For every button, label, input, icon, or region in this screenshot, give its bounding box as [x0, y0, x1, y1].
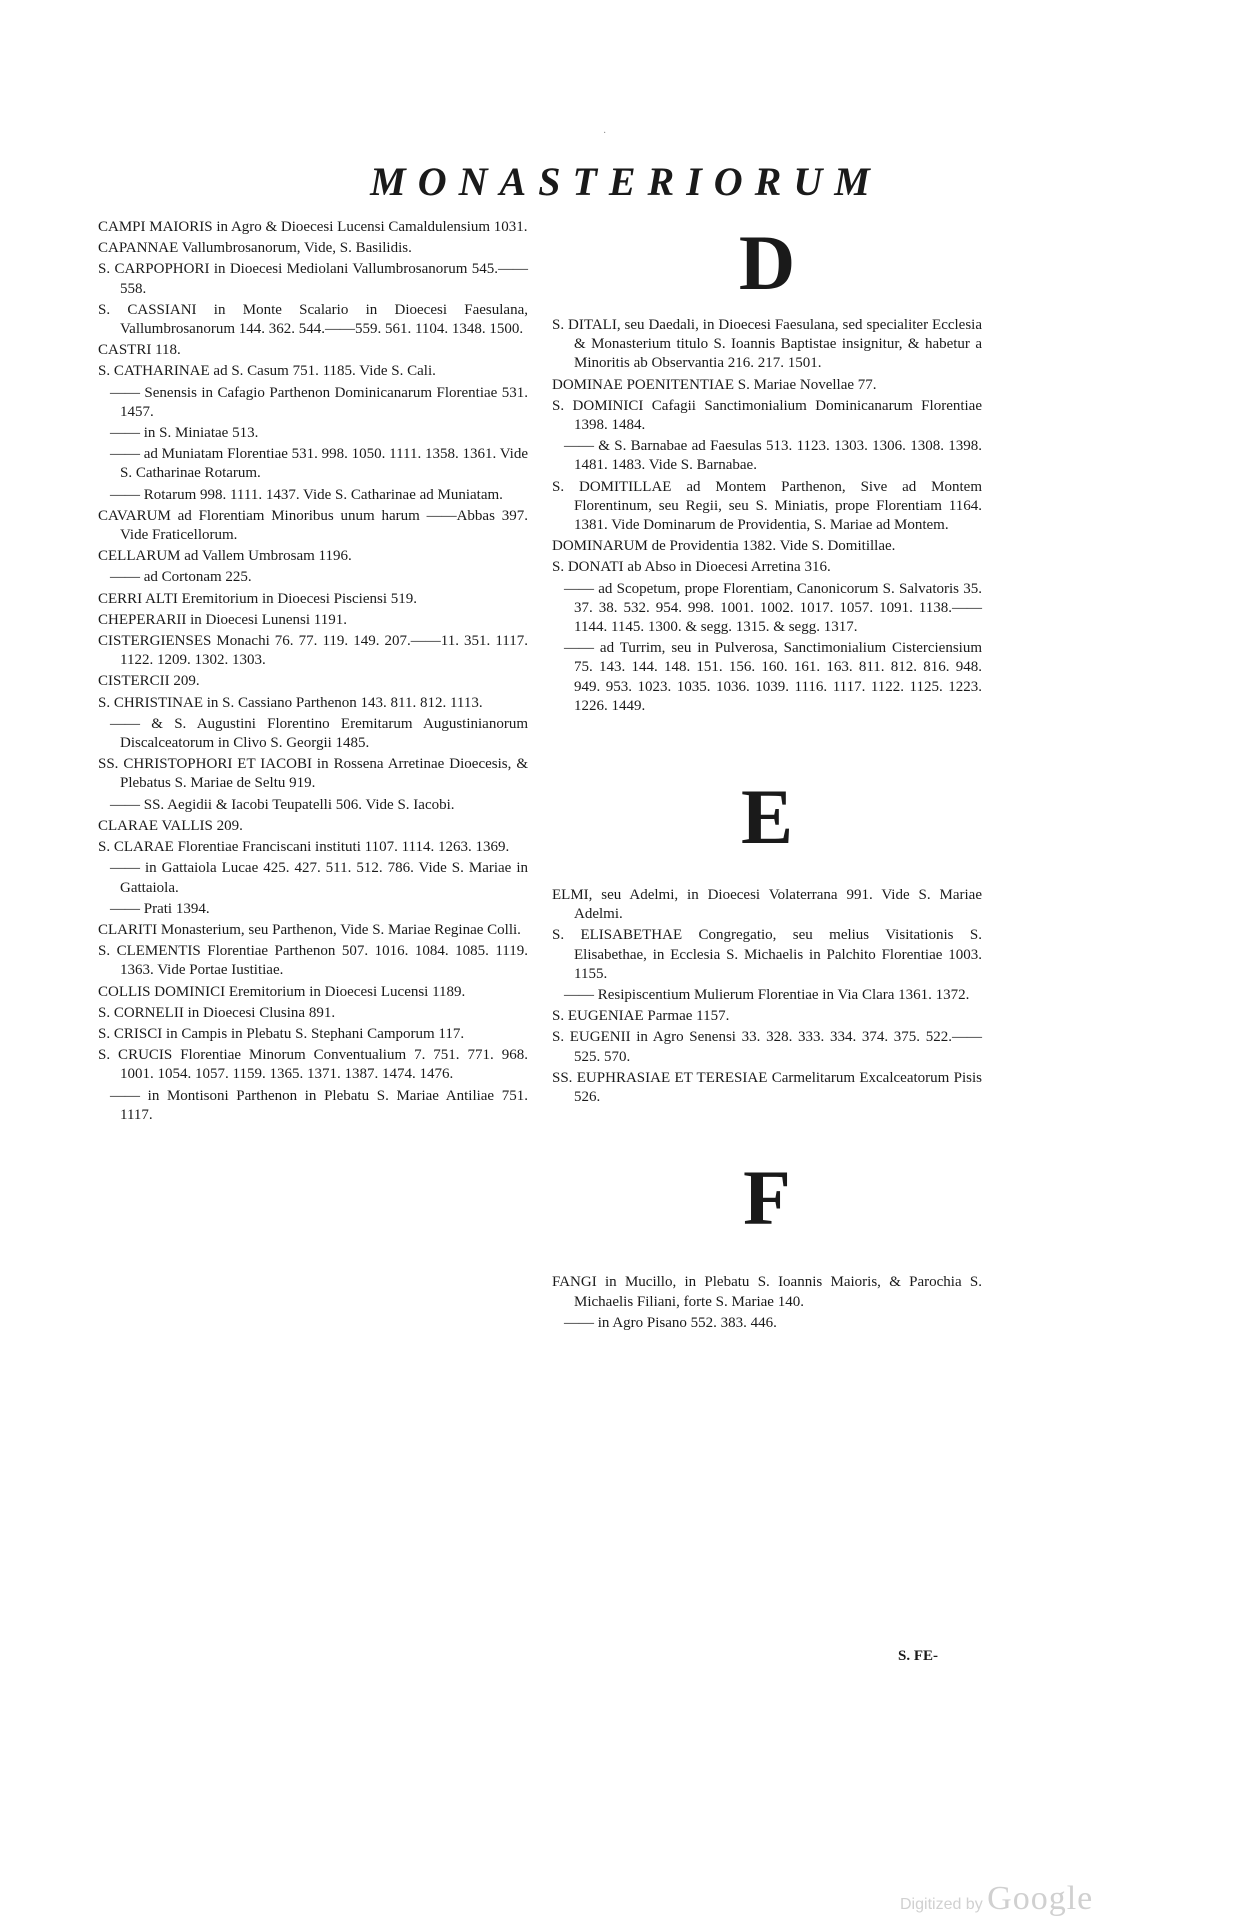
index-entry: —— Senensis in Cafagio Parthenon Dominicanarum Florentiae 531. 1457. [110, 384, 528, 420]
e-entries [552, 886, 982, 1107]
index-entry: SS. CHRISTOPHORI ET IACOBI in Rossena Arretinae Dioecesis, & Plebatus S. Mariae de Seltu 919. [98, 756, 528, 792]
index-entry: S. CARPOPHORI in Dioecesi Mediolani Vallumbrosanorum 545.——558. [98, 261, 528, 297]
index-entry: CLARAE VALLIS 209. [98, 817, 243, 834]
index-entry: S. CLEMENTIS Florentiae Parthenon 507. 1016. 1084. 1085. 1119. 1363. Vide Portae Iustitiae. [98, 943, 528, 979]
index-entry: S. EUGENII in Agro Senensi 33. 328. 333. 334. 374. 375. 522.——525. 570. [552, 1029, 982, 1065]
index-entry: S. CLARAE Florentiae Franciscani instituti 1107. 1114. 1263. 1369. [98, 839, 510, 856]
index-entry: —— Rotarum 998. 1111. 1437. Vide S. Catharinae ad Muniatam. [110, 486, 503, 503]
index-entry: —— in S. Miniatae 513. [110, 425, 259, 442]
section-letter-e: E [740, 773, 794, 861]
index-entry: S. CHRISTINAE in S. Cassiano Parthenon 143. 811. 812. 1113. [98, 694, 483, 711]
index-entry: —— in Agro Pisano 552. 383. 446. [564, 1314, 777, 1331]
right-column [552, 218, 982, 1335]
index-entry: ELMI, seu Adelmi, in Dioecesi Volaterrana 991. Vide S. Mariae Adelmi. [552, 887, 982, 923]
index-entry: CAPANNAE Vallumbrosanorum, Vide, S. Basilidis. [98, 240, 412, 257]
watermark-prefix: Digitized by [900, 1896, 983, 1913]
index-entry: S. DONATI ab Abso in Dioecesi Arretina 316. [552, 559, 831, 576]
index-entry: S. CASSIANI in Monte Scalario in Dioecesi Faesulana, Vallumbrosanorum 144. 362. 544.——559. 561. 1104. 1348. 1500. [98, 301, 528, 338]
digitization-watermark [900, 1880, 1093, 1918]
index-entry: CHEPERARII in Dioecesi Lunensi 1191. [98, 611, 348, 628]
index-entry: CISTERGIENSES Monachi 76. 77. 119. 149. 207.——11. 351. 1117. 1122. 1209. 1302. 1303. [98, 633, 528, 669]
page-title: MONASTERIORUM [370, 159, 882, 204]
index-entry: CAMPI MAIORIS in Agro & Dioecesi Lucensi Camaldulensium 1031. [98, 219, 528, 235]
index-entry: S. CORNELII in Dioecesi Clusina 891. [98, 1004, 336, 1021]
index-entry: CERRI ALTI Eremitorium in Dioecesi Pisciensi 519. [98, 590, 417, 607]
index-entry: —— ad Muniatam Florentiae 531. 998. 1050. 1111. 1358. 1361. Vide S. Catharinae Rotarum. [110, 446, 528, 482]
index-entry: —— & S. Barnabae ad Faesulas 513. 1123. 1303. 1306. 1308. 1398. 1481. 1483. Vide S. Barnabae. [564, 438, 982, 474]
d-entries [552, 316, 982, 716]
index-entry: —— ad Turrim, seu in Pulverosa, Sanctimonialium Cisterciensium 75. 143. 144. 148. 151. 156. 160. 161. 163. 811. 812. 816. 948. 949. 953. 1023. 1035. 1036. 1039. 1116. 1117. 1122. 1125. 1223. 1226. 1449. [564, 640, 982, 714]
section-letter-f: F [743, 1154, 791, 1242]
left-column [98, 218, 528, 1127]
index-entry: S. CRISCI in Campis in Plebatu S. Stephani Camporum 117. [98, 1025, 465, 1042]
index-entry: CAVARUM ad Florentiam Minoribus unum harum ——Abbas 397. Vide Fraticellorum. [98, 507, 528, 544]
index-entry: S. ELISABETHAE Congregatio, seu melius Visitationis S. Elisabethae, in Ecclesia S. Michaelis in Palchito Florentiae 1003. 1155. [552, 927, 982, 982]
page-mark: · [603, 128, 607, 139]
index-entry: S. EUGENIAE Parmae 1157. [552, 1008, 730, 1025]
section-letter-d: D [738, 219, 796, 306]
index-entry: FANGI in Mucillo, in Plebatu S. Ioannis Maioris, & Parochia S. Michaelis Filiani, forte S. Mariae 140. [552, 1274, 982, 1310]
index-entry: COLLIS DOMINICI Eremitorium in Dioecesi Lucensi 1189. [98, 983, 466, 1000]
watermark-brand: Google [987, 1880, 1094, 1917]
index-entry: —— & S. Augustini Florentino Eremitarum Augustinianorum Discalceatorum in Clivo S. Georgii 1485. [110, 715, 528, 752]
index-entry: CASTRI 118. [98, 342, 181, 359]
index-entry: S. CRUCIS Florentiae Minorum Conventualium 7. 751. 771. 968. 1001. 1054. 1057. 1159. 1365. 1371. 1387. 1474. 1476. [98, 1047, 528, 1083]
index-entry: —— Resipiscentium Mulierum Florentiae in Via Clara 1361. 1372. [564, 987, 970, 1004]
page-signature: S. FE- [898, 1648, 939, 1664]
index-entry: S. DITALI, seu Daedali, in Dioecesi Faesulana, sed specialiter Ecclesia & Monasterium titulo S. Ioannis Baptistae insignitur, & habetur a Minoritis ab Observantia 216. 217. 1501. [552, 317, 982, 372]
index-entry: —— in Montisoni Parthenon in Plebatu S. Mariae Antiliae 751. 1117. [110, 1087, 528, 1123]
index-entry: S. DOMITILLAE ad Montem Parthenon, Sive ad Montem Florentinum, seu Regii, seu S. Miniatis, prope Florentiam 1164. 1381. Vide Dominarum de Providentia, S. Mariae ad Montem. [552, 478, 982, 534]
index-entry: —— ad Scopetum, prope Florentiam, Canonicorum S. Salvatoris 35. 37. 38. 532. 954. 998. 1001. 1002. 1017. 1057. 1091. 1138.——1144. 1145. 1300. & segg. 1315. & segg. 1317. [564, 580, 982, 636]
index-entry: S. CATHARINAE ad S. Casum 751. 1185. Vide S. Cali. [98, 363, 436, 380]
index-entry: —— Prati 1394. [110, 900, 210, 917]
index-entry: CLARITI Monasterium, seu Parthenon, Vide S. Mariae Reginae Colli. [98, 921, 521, 938]
index-entry: CELLARUM ad Vallem Umbrosam 1196. [98, 548, 352, 565]
index-entry: —— in Gattaiola Lucae 425. 427. 511. 512. 786. Vide S. Mariae in Gattaiola. [110, 860, 528, 896]
index-entry: DOMINARUM de Providentia 1382. Vide S. Domitillae. [552, 538, 896, 555]
index-entry: —— SS. Aegidii & Iacobi Teupatelli 506. Vide S. Iacobi. [110, 796, 455, 813]
index-entry: —— ad Cortonam 225. [110, 569, 252, 586]
index-entry: CISTERCII 209. [98, 673, 200, 690]
index-entry: DOMINAE POENITENTIAE S. Mariae Novellae 77. [552, 376, 877, 393]
f-entries [552, 1273, 982, 1333]
index-entry: S. DOMINICI Cafagii Sanctimonialium Dominicanarum Florentiae 1398. 1484. [552, 397, 982, 434]
index-entry: SS. EUPHRASIAE ET TERESIAE Carmelitarum Excalceatorum Pisis 526. [552, 1069, 982, 1106]
